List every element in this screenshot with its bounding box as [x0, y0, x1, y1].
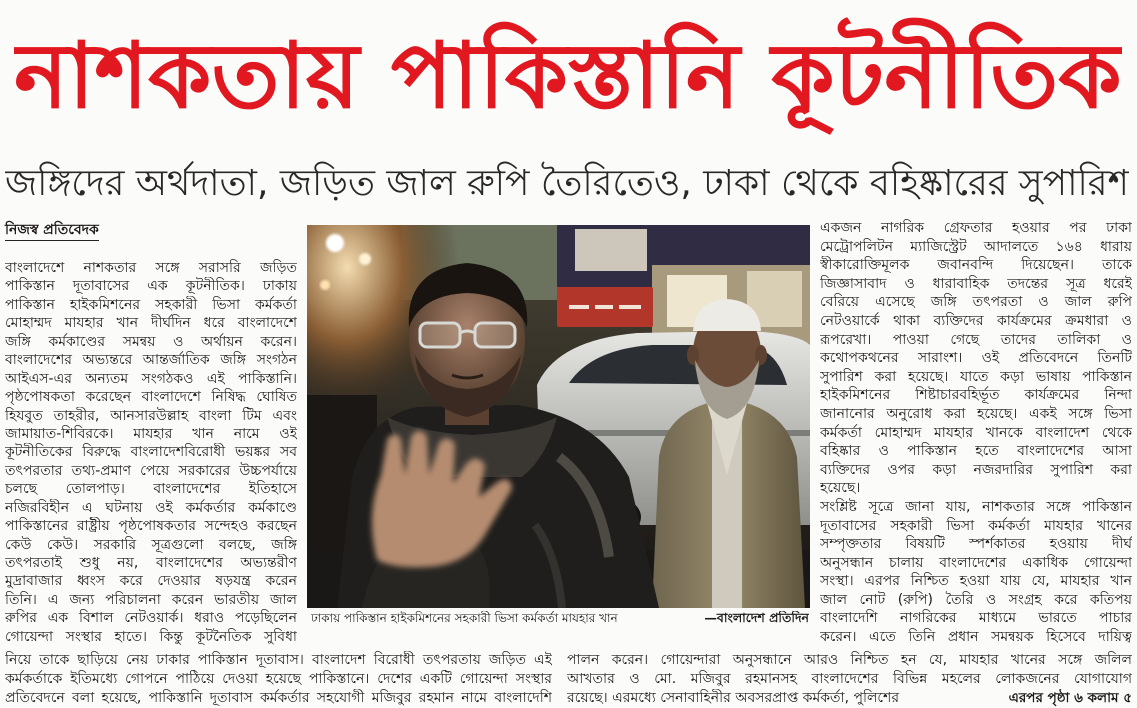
bottom-left-block: [5, 651, 552, 707]
right-column-line: কথোপকথনের সারাংশ। ওই প্রতিবেদনে তিনটি: [820, 350, 1132, 367]
right-column-line: মেট্রোপলিটন ম্যাজিস্ট্রেট আদালতে ১৬৪ ধারায়: [820, 238, 1132, 255]
left-column-line: রুপির এক বিশাল নেটওয়ার্ক। ধরাও পড়েছিলেন: [5, 610, 297, 627]
bottom-right-line: আখতার ও মো. মজিবুর রহমানসহ বাংলাদেশের বিভিন্ন মহলের লোকজনের যোগাযোগ: [567, 670, 1132, 687]
right-column-line: হাইকমিশনের শিষ্টাচারবহির্ভূত কার্যক্রমের নিন্দা: [820, 387, 1132, 404]
news-photo: [307, 225, 810, 608]
byline: নিজস্ব প্রতিবেদক: [5, 221, 99, 241]
left-column-line: চলছে তোলপাড়। বাংলাদেশের ইতিহাসে: [5, 481, 297, 498]
left-column-line: আইএস-এর অন্যতম সংগঠকও এই পাকিস্তানি।: [5, 370, 297, 387]
photo-caption: ঢাকায় পাকিস্তান হাইকমিশনের সহকারী ভিসা কর্মকর্তা মাযহার খান: [311, 611, 618, 625]
right-column-line: জিজ্ঞাসাবাদ ও ধারাবাহিক তদন্তের সূত্র ধরেই: [820, 275, 1132, 292]
left-column-line: কূটনীতিকের বিরুদ্ধে বাংলাদেশবিরোধী ভয়ঙ্কর সব: [5, 444, 297, 461]
left-column-line: কেউ কেউ। সরকারি সূত্রগুলো বলছে, জঙ্গি: [5, 536, 297, 553]
left-column-line: মোহাম্মদ মাযহার খান দীর্ঘদিন ধরে বাংলাদেশে: [5, 315, 297, 332]
subheadline-text: জঙ্গিদের অর্থদাতা, জড়িত জাল রুপি তৈরিতেও, ঢাকা থেকে বহিষ্কারের সুপারিশ: [5, 163, 1129, 204]
headline: [14, 2, 1122, 152]
right-column-line: একজন নাগরিক গ্রেফতার হওয়ার পর ঢাকা: [820, 220, 1132, 236]
bottom-left-line: নিয়ে তাকে ছাড়িয়ে নেয় ঢাকার পাকিস্তান দূতাবাস। বাংলাদেশ বিরোধী তৎপরতায় জড়িত এই: [5, 652, 552, 668]
right-column-line: অনুসন্ধান চালায় বাংলাদেশের একাধিক গোয়েন্দা: [820, 554, 1132, 571]
right-column-line: বেরিয়ে এসেছে জঙ্গি তৎপরতা ও জাল রুপি: [820, 294, 1132, 311]
right-column-line: দূতাবাসের সহকারী ভিসা কর্মকর্তা মাযহার খানের: [820, 517, 1132, 534]
left-column-line: পাকিস্তান দূতাবাসের এক কূটনীতিক। ঢাকায়: [5, 278, 297, 295]
photo-credit: —বাংলাদেশ প্রতিদিন: [704, 611, 809, 625]
left-column-line: গোয়েন্দা সংস্থার হাতে। কিন্তু কূটনৈতিক সুবিধা: [5, 628, 297, 645]
headline-text: নাশকতায় পাকিস্তানি কূটনীতিক: [14, 24, 1122, 129]
left-column-line: হিযবুত তাহরীর, আনসারউল্লাহ বাংলা টিম এবং: [5, 407, 297, 424]
bottom-right-block: [567, 651, 1132, 707]
right-column-line: ব্যক্তিদের ওপর কড়া নজরদারির সুপারিশ করা: [820, 461, 1132, 478]
subheadline: [5, 156, 1129, 212]
left-column-line: মুদ্রাবাজার ধ্বংস করে দেওয়ার ষড়যন্ত্র করেন: [5, 573, 297, 590]
right-column-line: স্বীকারোক্তিমূলক জবানবন্দি দিয়েছেন। তাকে: [820, 257, 1132, 274]
right-column-line: করেন। এতে তিনি প্রধান সমন্বয়ক হিসেবে দায়িত্ব: [820, 629, 1132, 646]
right-column-line: সম্পৃক্ততার বিষয়টি স্পর্শকাতর হওয়ায় দীর্ঘ: [820, 536, 1132, 553]
left-column-line: পাকিস্তান হাইকমিশনের সহকারী ভিসা কর্মকর্তা: [5, 296, 297, 313]
right-column-line: সংশ্লিষ্ট সূত্রে জানা যায়, নাশকতার সঙ্গে পাকিস্তান: [820, 498, 1132, 515]
right-column-line: বহিষ্কার ও পাকিস্তান হতে বাংলাদেশের আসা: [820, 443, 1132, 460]
photo-caption-row: [311, 611, 809, 629]
left-column-line: তৎপরতাই শুধু নয়, বাংলাদেশের অভ্যন্তরীণ: [5, 555, 297, 571]
left-column: [5, 259, 297, 646]
left-column-line: নজিরবিহীন এ ঘটনায় ওই কর্মকর্তার কর্মকাণ্ডে: [5, 499, 297, 516]
left-column-line: জঙ্গি কর্মকাণ্ডের সমন্বয় ও অর্থায়ন করেন।: [5, 333, 297, 350]
left-column-line: বাংলাদেশে নাশকতার সঙ্গে সরাসরি জড়িত: [5, 260, 297, 276]
bottom-right-line: রয়েছে। এরমধ্যে সেনাবাহিনীর অবসরপ্রাপ্ত কর্মকর্তা, পুলিশের: [567, 689, 900, 706]
left-column-line: তৎপরতার তথ্য-প্রমাণ পেয়ে সরকারের উচ্চপর্যায়ে: [5, 462, 297, 479]
right-column-line: বাংলাদেশি নাগরিকের মাধ্যমে ভারতে পাচার: [820, 610, 1132, 627]
right-column-line: সংস্থা। এরপর নিশ্চিত হওয়া যায় যে, মাযহার খান: [820, 573, 1132, 590]
bottom-left-line: প্রতিবেদনে বলা হয়েছে, পাকিস্তানি দূতাবাস কর্মকর্তার সহযোগী মজিবুর রহমান নামে বাংলাদেশি: [5, 689, 552, 706]
continued-on-page: এরপর পৃষ্ঠা ৬ কলাম ৫: [1008, 689, 1132, 706]
bottom-right-last-row: [567, 689, 1132, 708]
left-column-line: তিনি। এ জন্য পরিচালনা করেন ভারতীয় জাল: [5, 591, 297, 608]
left-column-line: বাংলাদেশের অভ্যন্তরে আন্তর্জাতিক জঙ্গি সংগঠন: [5, 352, 297, 369]
bottom-right-line: পালন করেন। গোয়েন্দারা অনুসন্ধানে আরও নিশ্চিত হন যে, মাযহার খানের সঙ্গে জলিল: [567, 652, 1132, 668]
bottom-left-line: কর্মকর্তাকে ইতিমধ্যে গোপনে পাঠিয়ে দেওয়া হয়েছে পাকিস্তানে। দেশের একটি গোয়েন্দা সংস্থার: [5, 670, 552, 687]
left-column-line: পৃষ্ঠপোষকতা করেছেন বাংলাদেশে নিষিদ্ধ ঘোষিত: [5, 389, 297, 406]
right-column: [820, 219, 1132, 647]
shop-sign: [557, 287, 653, 327]
right-column-line: জানানোর অনুরোধ করা হয়েছে। একই সঙ্গে ভিসা: [820, 405, 1132, 422]
right-column-line: নেটওয়ার্কে থাকা ব্যক্তিদের কার্যক্রমের ক্রমধারা ও: [820, 312, 1132, 329]
left-column-line: পাকিস্তানের রাষ্ট্রীয় পৃষ্ঠপোষকতার সন্দেহও করছেন: [5, 518, 297, 535]
right-column-line: রূপরেখা। পাওয়া গেছে তাদের তালিকা ও: [820, 331, 1132, 348]
left-column-line: জামায়াত-শিবিরকে। মাযহার খান নামে ওই: [5, 425, 297, 442]
news-photo-image: [307, 225, 810, 608]
right-column-line: কর্মকর্তা মোহাম্মদ মাযহার খানকে বাংলাদেশ থেকে: [820, 424, 1132, 441]
right-column-line: হয়েছে।: [820, 480, 861, 497]
right-column-line: সুপারিশ করা হয়েছে। যাতে কড়া ভাষায় পাকিস্তান: [820, 368, 1132, 385]
right-column-line: জাল নোট (রুপি) তৈরি ও সংগ্রহ করে কতিপয়: [820, 591, 1132, 608]
